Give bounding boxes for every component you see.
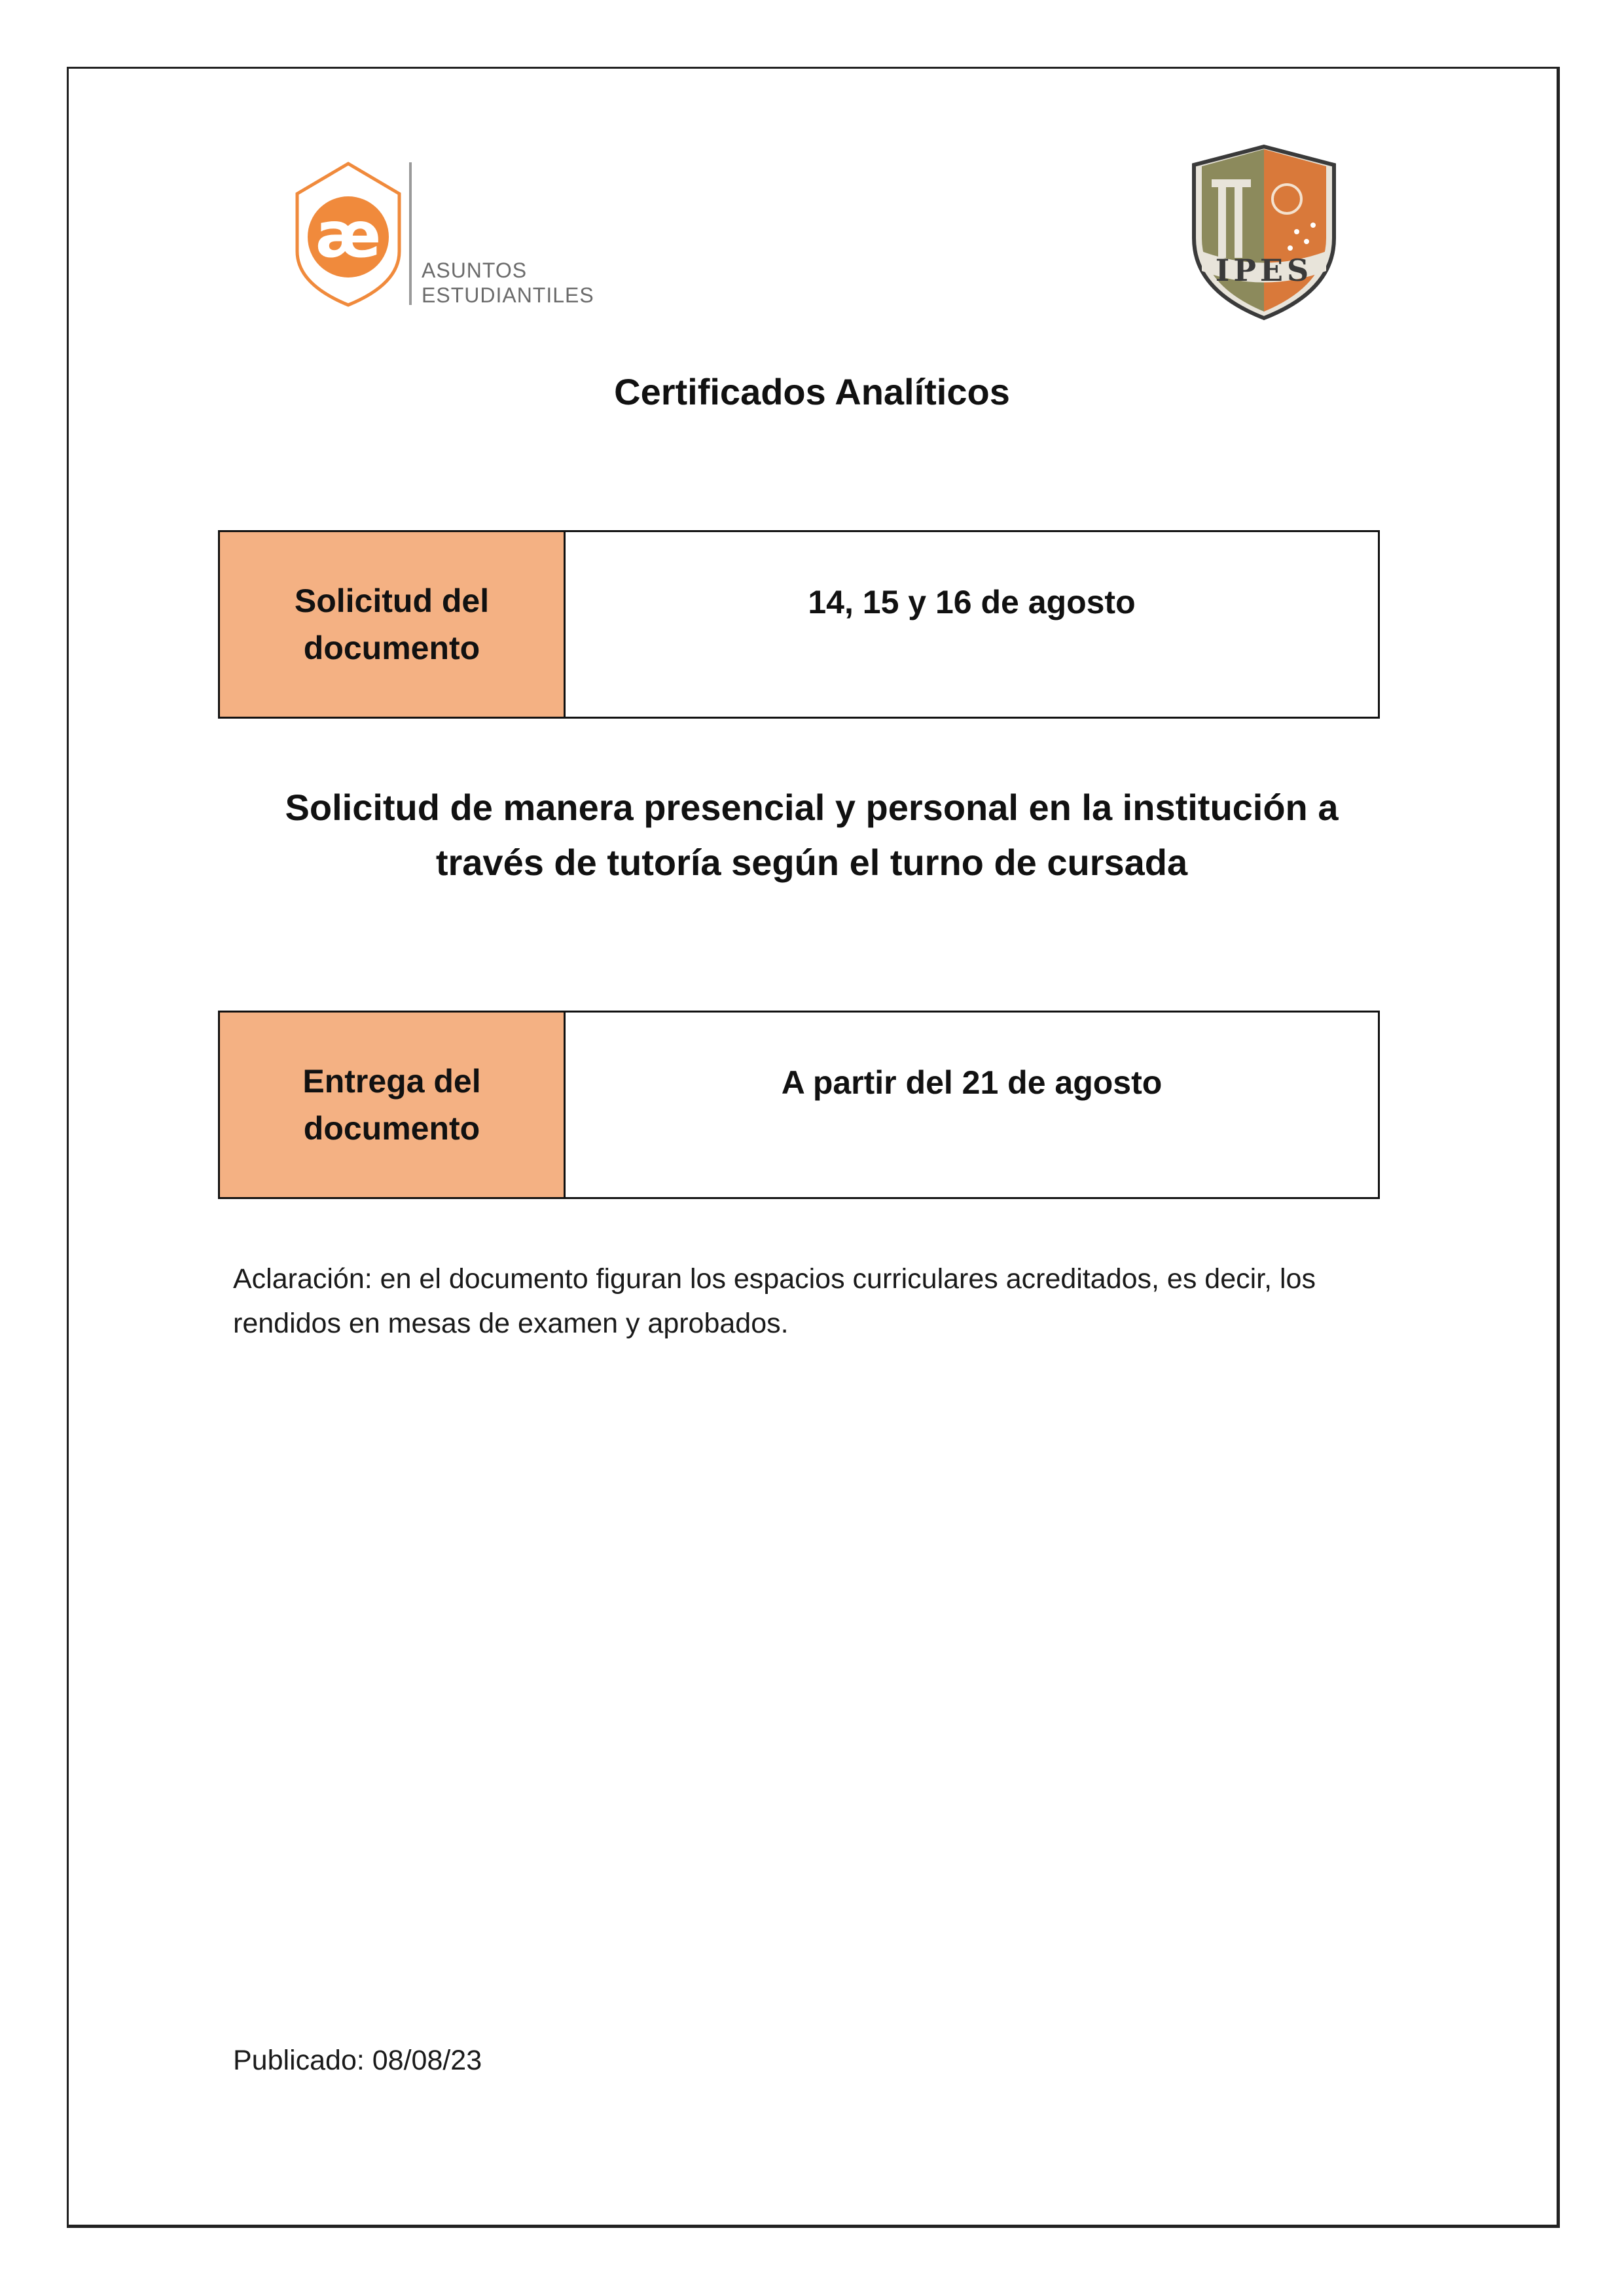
delivery-label-cell <box>220 1013 566 1197</box>
instructions-text: Solicitud de manera presencial y personal en la institución a través de tutoría según el turno de cursada <box>285 787 1339 883</box>
ae-logo-line2: ESTUDIANTILES <box>422 283 594 307</box>
asuntos-estudiantiles-logo <box>289 160 594 310</box>
ipes-shield-icon <box>1182 140 1346 323</box>
svg-text:IPES: IPES <box>1215 253 1313 288</box>
svg-text:æ: æ <box>315 198 382 272</box>
request-dates: 14, 15 y 16 de agosto <box>808 584 1136 620</box>
ae-shield-icon <box>289 160 407 310</box>
delivery-label: Entrega del documento <box>302 1063 481 1147</box>
clarification-note: Aclaración: en el documento figuran los espacios curriculares acreditados, es decir, los rendidos en mesas de examen y aprobados. <box>233 1263 1316 1339</box>
request-label: Solicitud del documento <box>294 583 490 666</box>
ipes-crest-logo <box>1182 140 1346 323</box>
delivery-table <box>218 1011 1380 1199</box>
ae-logo-text <box>422 258 594 308</box>
delivery-date: A partir del 21 de agosto <box>781 1064 1163 1101</box>
logo-divider <box>409 162 412 305</box>
page-title: Certificados Analíticos <box>614 371 1010 412</box>
request-label-cell <box>220 532 566 717</box>
ae-logo-line1: ASUNTOS <box>422 259 528 282</box>
published-date: Publicado: 08/08/23 <box>233 2045 482 2076</box>
request-table <box>218 530 1380 719</box>
